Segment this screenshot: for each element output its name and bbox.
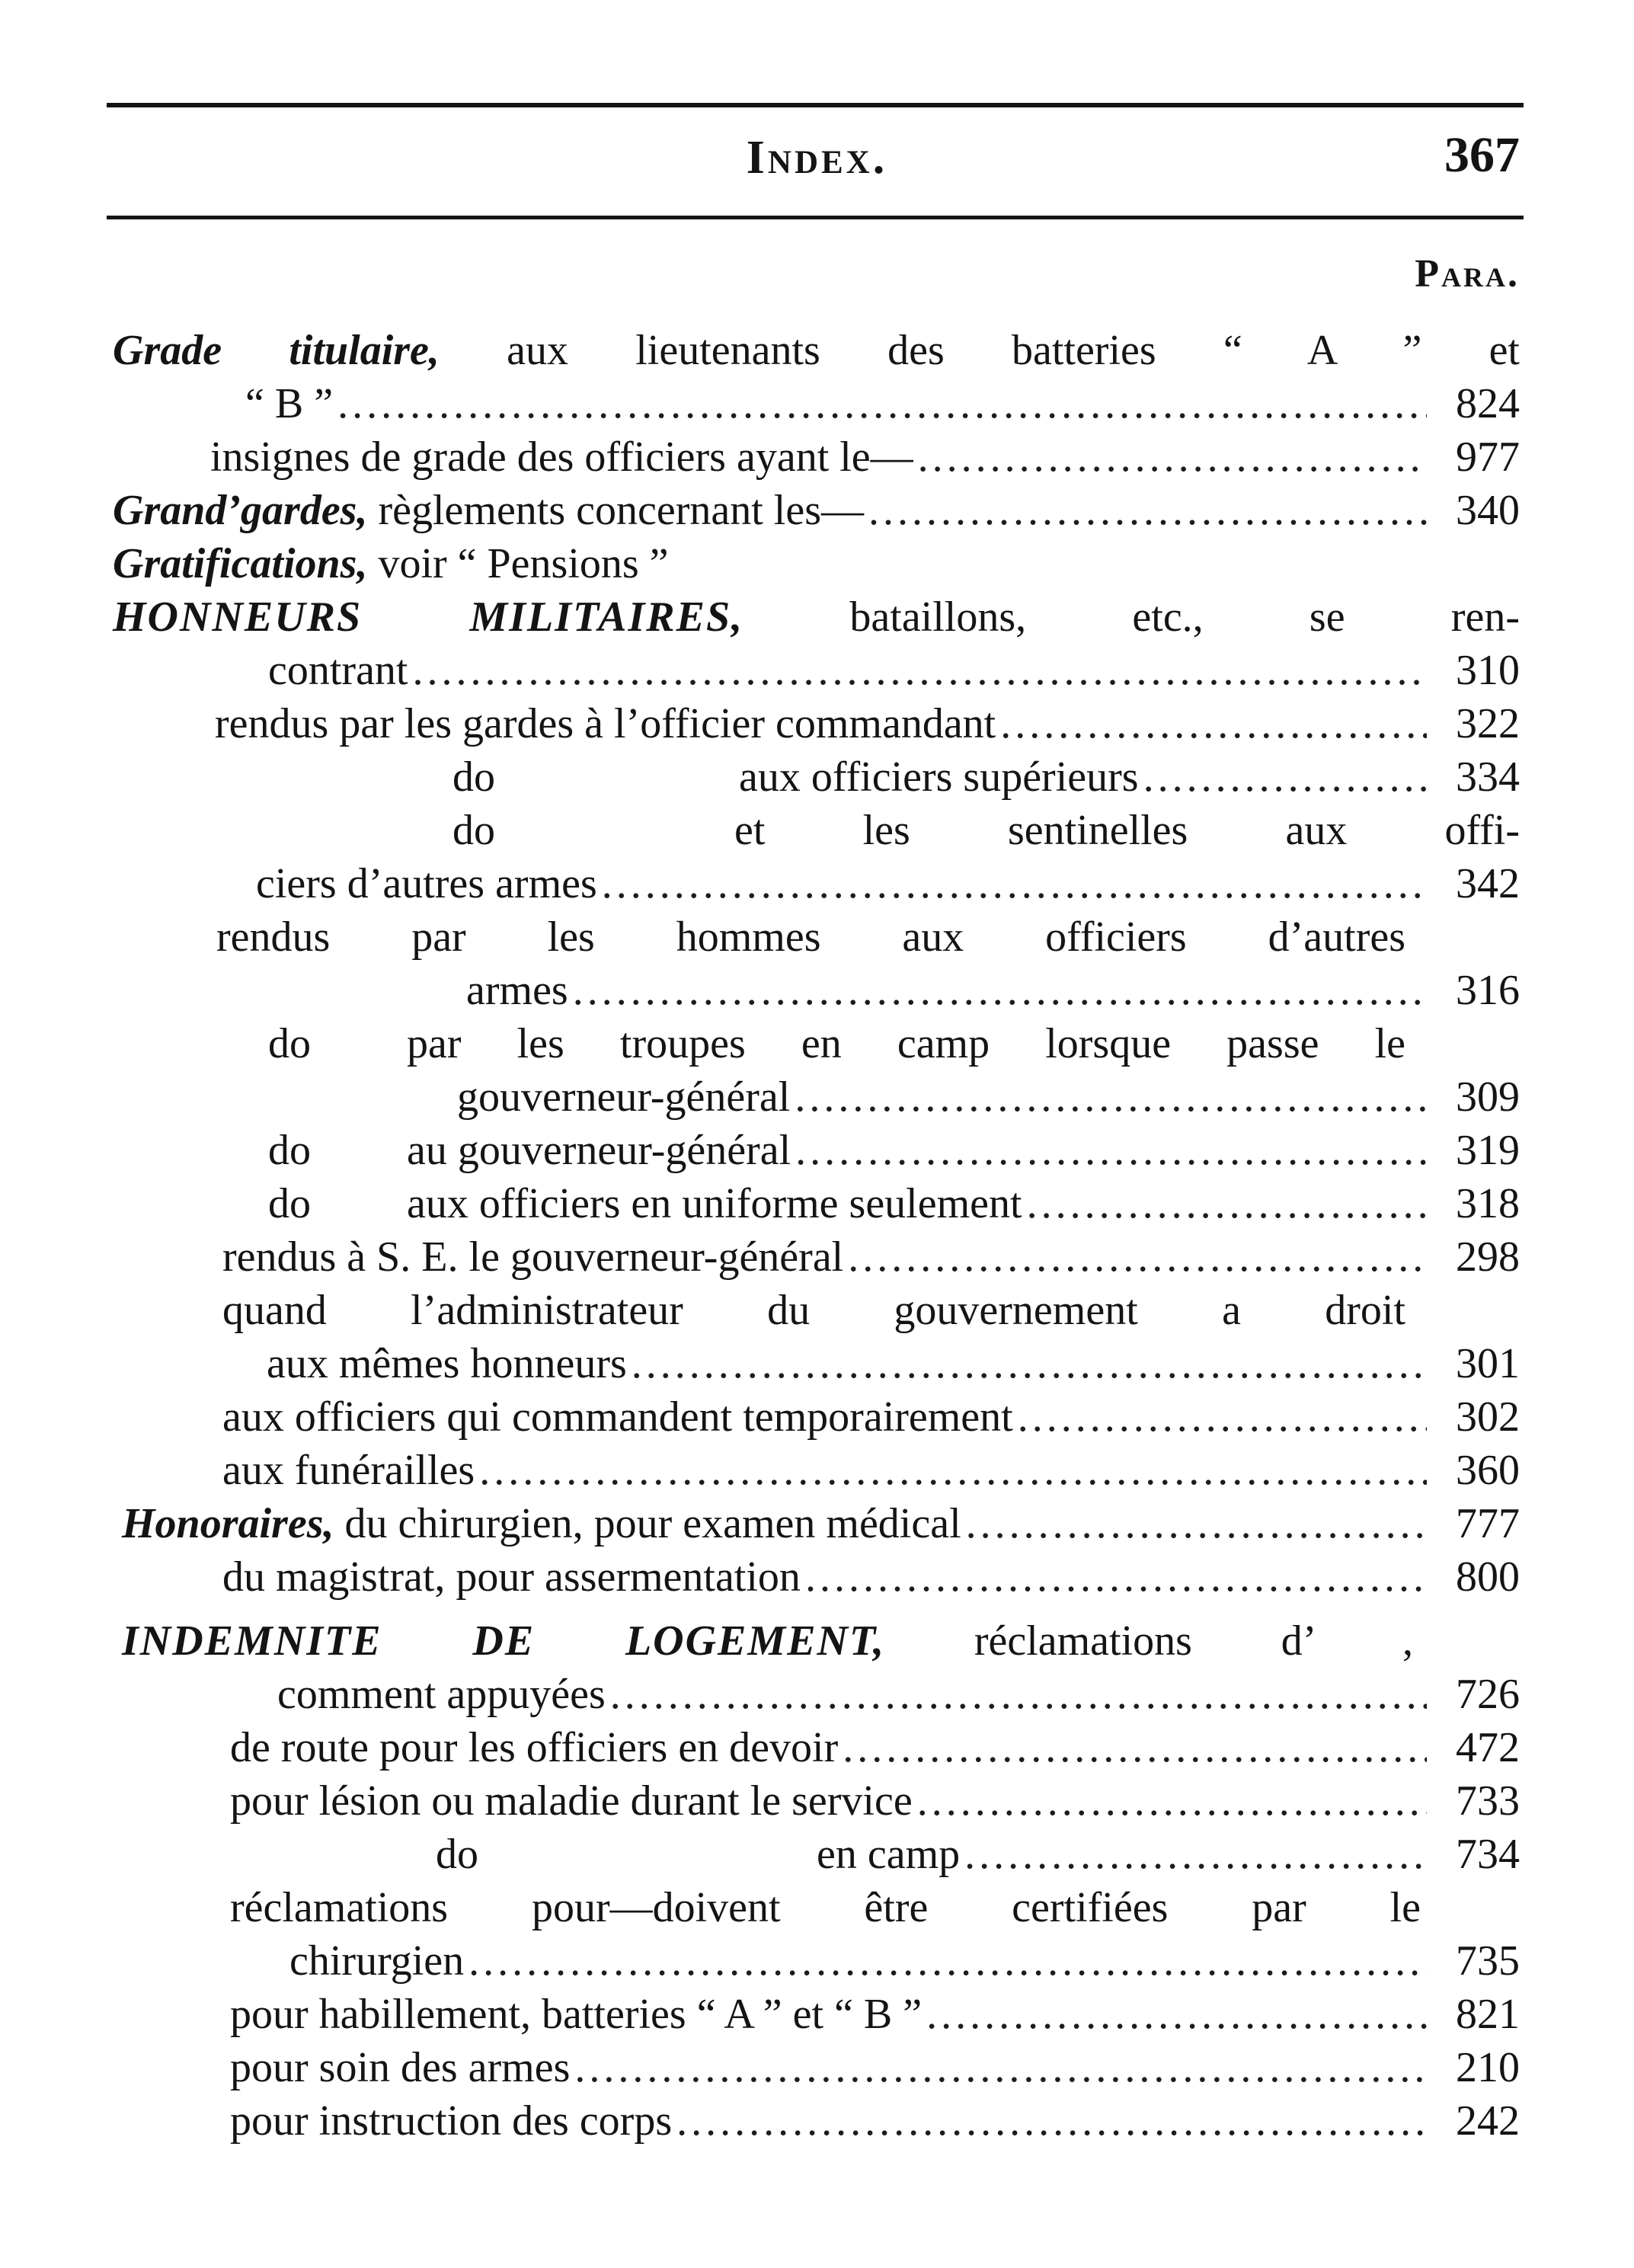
dot-leader: [632, 1337, 1427, 1390]
dot-leader: [868, 484, 1427, 537]
index-line: [0, 910, 1634, 964]
entry-text: aux lieutenants des batteries “ A ” et: [439, 327, 1520, 374]
dot-leader: [602, 857, 1427, 910]
para-number: 309: [1456, 1073, 1520, 1121]
dot-leader: [337, 377, 1427, 430]
ditto-mark: do: [436, 1831, 478, 1878]
index-line: [0, 1668, 1634, 1721]
index-line: [0, 1774, 1634, 1828]
dot-leader: [610, 1668, 1427, 1721]
index-line: [0, 1444, 1634, 1497]
entry-text: pour habillement, batteries “ A ” et “ B ”: [230, 1991, 923, 2038]
dot-leader: [479, 1444, 1427, 1497]
entry-text: réclamations d’ ,: [885, 1617, 1413, 1665]
entry-text: réclamations pour—doivent être certifiées par le: [230, 1884, 1421, 1931]
entry-text: par les troupes en camp lorsque passe le: [407, 1020, 1405, 1067]
para-number: 726: [1456, 1671, 1520, 1718]
entry-text: rendus par les hommes aux officiers d’autres: [216, 913, 1405, 961]
ditto-mark: do: [452, 753, 495, 801]
entry-heading: Honoraires,: [122, 1500, 334, 1547]
para-number: 977: [1456, 433, 1520, 481]
dot-leader: [964, 1828, 1427, 1881]
entry-text: du chirurgien, pour examen médical: [334, 1500, 961, 1547]
entry-heading: Grade titulaire,: [113, 327, 440, 374]
index-line: [0, 1497, 1634, 1550]
para-number: 777: [1456, 1500, 1520, 1547]
entry-text: règlements concernant les—: [367, 487, 864, 534]
entry-text: et les sentinelles aux offi-: [734, 807, 1520, 854]
para-number: 472: [1456, 1724, 1520, 1771]
entry-text: comment appuyées: [277, 1671, 606, 1718]
index-line: [0, 750, 1634, 804]
entry-text: quand l’administrateur du gouvernement a droit: [222, 1287, 1405, 1334]
index-line: [0, 590, 1634, 644]
entry-text: insignes de grade des officiers ayant le—: [210, 433, 913, 481]
dot-leader: [795, 1070, 1427, 1124]
entry-heading: INDEMNITE DE LOGEMENT,: [122, 1617, 886, 1665]
entry-heading: Grand’gardes,: [113, 487, 368, 534]
para-number: 310: [1456, 647, 1520, 694]
index-line: [0, 1881, 1634, 1934]
entry-text: “ B ”: [245, 380, 334, 427]
entry-text: contrant: [268, 647, 408, 694]
index-line: [0, 1284, 1634, 1337]
dot-leader: [412, 644, 1427, 697]
entry-text: aux officiers supérieurs: [739, 753, 1139, 801]
entry-text: rendus à S. E. le gouverneur-général: [222, 1233, 844, 1281]
entry-text: au gouverneur-général: [407, 1127, 791, 1174]
para-number: 800: [1456, 1553, 1520, 1601]
entry-text: pour lésion ou maladie durant le service: [230, 1777, 913, 1825]
dot-leader: [1000, 697, 1427, 750]
para-number: 360: [1456, 1447, 1520, 1494]
index-line: [0, 2094, 1634, 2148]
entry-text: aux officiers qui commandent temporairement: [222, 1393, 1013, 1441]
dot-leader: [848, 1230, 1427, 1284]
entry-text: pour soin des armes: [230, 2044, 571, 2091]
index-line: [0, 484, 1634, 537]
index-line: [0, 697, 1634, 750]
dot-leader: [1143, 750, 1427, 804]
para-number: 734: [1456, 1831, 1520, 1878]
dot-leader: [795, 1124, 1427, 1177]
index-line: [0, 1828, 1634, 1881]
dot-leader: [966, 1497, 1427, 1550]
entry-text: du magistrat, pour assermentation: [222, 1553, 801, 1601]
index-line: [0, 537, 1634, 590]
dot-leader: [843, 1721, 1427, 1774]
index-line: [0, 1337, 1634, 1390]
entry-heading: HONNEURS MILITAIRES,: [113, 593, 744, 641]
index-line: [0, 2041, 1634, 2094]
running-title: Index.: [746, 132, 888, 184]
entry-text: aux mêmes honneurs: [267, 1340, 627, 1387]
para-number: 735: [1456, 1937, 1520, 1985]
page-number: 367: [1444, 127, 1520, 183]
entry-text: gouverneur-général: [457, 1073, 791, 1121]
index-line: [0, 857, 1634, 910]
para-number: 242: [1456, 2097, 1520, 2145]
ditto-mark: do: [268, 1127, 311, 1174]
para-number: 824: [1456, 380, 1520, 427]
para-number: 821: [1456, 1991, 1520, 2038]
index-line: [0, 377, 1634, 430]
index-line: [0, 324, 1634, 377]
entry-text: ciers d’autres armes: [256, 860, 597, 907]
index-line: [0, 804, 1634, 857]
dot-leader: [1027, 1177, 1427, 1230]
para-number: 733: [1456, 1777, 1520, 1825]
para-number: 340: [1456, 487, 1520, 534]
dot-leader: [676, 2094, 1427, 2148]
entry-text: bataillons, etc., se ren-: [743, 593, 1520, 641]
index-line: [0, 1614, 1634, 1668]
para-number: 334: [1456, 753, 1520, 801]
top-rule: [107, 103, 1524, 107]
index-line: [0, 1390, 1634, 1444]
index-line: [0, 644, 1634, 697]
dot-leader: [918, 430, 1427, 484]
index-line: [0, 1177, 1634, 1230]
dot-leader: [917, 1774, 1427, 1828]
entry-text: aux funérailles: [222, 1447, 475, 1494]
index-line: [0, 1721, 1634, 1774]
entry-text: pour instruction des corps: [230, 2097, 673, 2145]
dot-leader: [1018, 1390, 1427, 1444]
entry-text: en camp: [817, 1831, 961, 1878]
ditto-mark: do: [268, 1180, 311, 1227]
index-line: [0, 1550, 1634, 1604]
ditto-mark: do: [268, 1020, 311, 1067]
index-line: [0, 1988, 1634, 2041]
entry-text: armes: [466, 967, 568, 1014]
entry-text: voir “ Pensions ”: [367, 540, 669, 587]
index-list: [0, 324, 1634, 2148]
entry-text: rendus par les gardes à l’officier commandant: [215, 700, 996, 747]
index-line: [0, 1070, 1634, 1124]
dot-leader: [573, 964, 1427, 1017]
dot-leader: [574, 2041, 1427, 2094]
para-number: 342: [1456, 860, 1520, 907]
entry-heading: Gratifications,: [113, 540, 368, 587]
para-number: 318: [1456, 1180, 1520, 1227]
dot-leader: [926, 1988, 1427, 2041]
index-line: [0, 1934, 1634, 1988]
entry-text: aux officiers en uniforme seulement: [407, 1180, 1022, 1227]
header-rule: [107, 216, 1524, 219]
index-line: [0, 964, 1634, 1017]
index-line: [0, 1017, 1634, 1070]
para-column-header: Para.: [1415, 252, 1520, 296]
index-line: [0, 1230, 1634, 1284]
entry-text: de route pour les officiers en devoir: [230, 1724, 839, 1771]
dot-leader: [468, 1934, 1427, 1988]
para-number: 298: [1456, 1233, 1520, 1281]
para-number: 319: [1456, 1127, 1520, 1174]
para-number: 210: [1456, 2044, 1520, 2091]
index-line: [0, 1124, 1634, 1177]
ditto-mark: do: [452, 807, 495, 854]
para-number: 302: [1456, 1393, 1520, 1441]
para-number: 301: [1456, 1340, 1520, 1387]
para-number: 316: [1456, 967, 1520, 1014]
para-number: 322: [1456, 700, 1520, 747]
index-line: [0, 430, 1634, 484]
entry-text: chirurgien: [289, 1937, 465, 1985]
dot-leader: [805, 1550, 1427, 1604]
